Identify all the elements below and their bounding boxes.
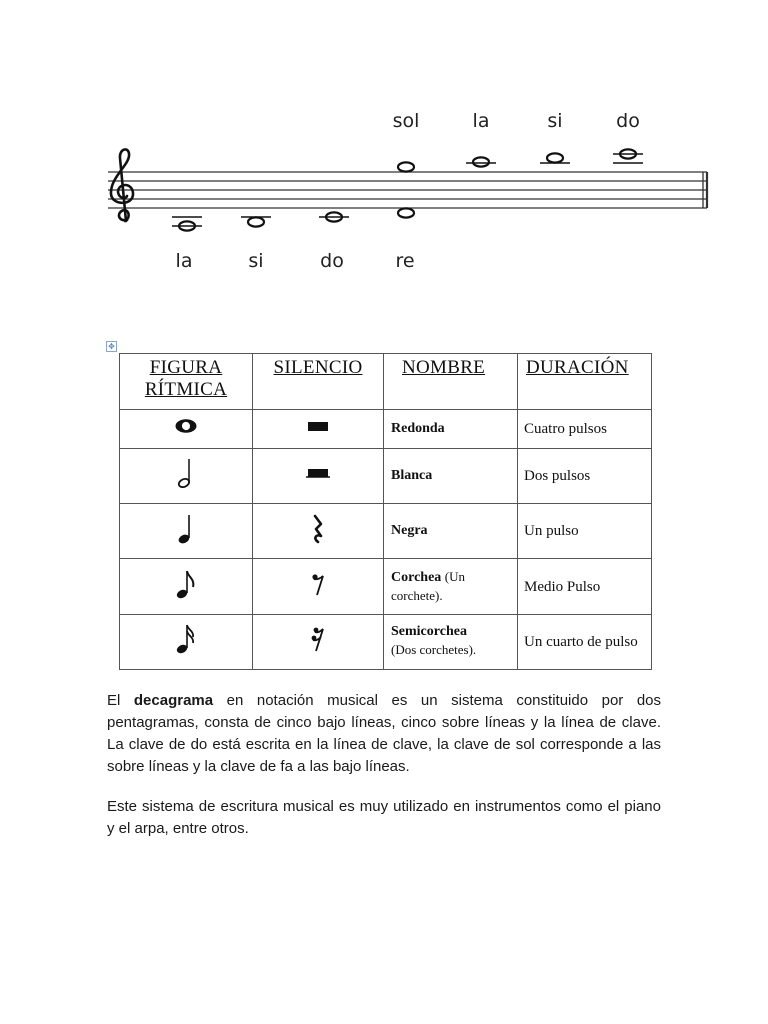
figure-note: (Dos corchetes). [391,642,477,658]
rhythm-figures-table [119,353,652,670]
name-cell [384,410,518,449]
rest-cell [253,614,384,669]
figure-note: (Un corchete). [391,568,466,603]
figure-name: Semicorchea [391,624,467,640]
paragraph-decagrama [107,690,661,778]
whole-note-icon [547,153,563,162]
staff-label-bottom: re [395,250,415,272]
whole-rest-icon [306,419,330,433]
name-cell [384,448,518,503]
name-cell [384,504,518,559]
staff-figure [100,100,720,290]
rest-cell [253,559,384,614]
header-duracion: DURACIÓN [518,354,652,410]
rest-cell [253,410,384,449]
table-move-handle[interactable]: ✥ [106,341,117,352]
half-rest-icon [306,466,330,480]
rest-cell [253,504,384,559]
header-nombre: NOMBRE [384,354,518,410]
staff-label-bottom: do [320,250,344,272]
staff-label-top: sol [392,110,420,132]
whole-note-icon [473,157,489,166]
figure-cell [120,504,253,559]
name-cell [384,559,518,614]
sixteenth-note-icon [175,622,197,656]
header-figura-line1: FIGURA [149,357,223,378]
duration-cell: Un cuarto de pulso [518,614,652,669]
ledger-notes-lower [172,208,414,230]
figure-name: Corchea [391,569,442,585]
figure-cell [120,614,253,669]
staff-label-top: la [472,110,490,132]
quarter-note-icon [176,512,196,546]
half-note-icon [176,456,196,490]
name-cell [384,614,518,669]
table-row [120,559,652,614]
figure-cell [120,410,253,449]
ledger-notes-upper [398,149,643,171]
header-silencio: SILENCIO [253,354,384,410]
eighth-rest-icon [310,571,326,597]
paragraph-pre: El [107,692,134,709]
whole-note-icon [398,162,414,171]
figure-cell [120,448,253,503]
table-row [120,410,652,449]
paragraph-body: en notación musical es un sistema constituido por dos pentagramas, consta de cinco bajo líneas, cinco sobre líneas y la línea de clave. La clave de do está escrita en la línea de clave, la clave de sol corresponde a las sobre líneas y la clave de fa a las bajo líneas. [107,692,662,775]
duration-cell: Un pulso [518,504,652,559]
table-row [120,448,652,503]
term-decagrama: decagrama [133,692,214,709]
duration-cell: Medio Pulso [518,559,652,614]
figure-name: Blanca [391,467,433,483]
whole-note-icon [248,217,264,226]
staff-label-bottom: si [248,250,264,272]
figure-name: Negra [391,523,428,539]
whole-note-icon [398,208,414,217]
paragraph-usage: Este sistema de escritura musical es muy utilizado en instrumentos como el piano y el arpa, entre otros. [107,798,661,837]
figure-name: Redonda [391,420,445,436]
rest-cell [253,448,384,503]
table-header-row [120,354,652,410]
eighth-note-icon [175,567,197,601]
treble-clef-icon [111,149,133,221]
table-row [120,614,652,669]
sixteenth-rest-icon [310,624,326,654]
duration-cell: Cuatro pulsos [518,410,652,449]
staff-label-top: do [616,110,640,132]
staff-label-top: si [547,110,563,132]
whole-note-icon [171,415,201,437]
header-figura-line2: RÍTMICA [144,379,228,400]
header-figura [120,354,253,410]
duration-cell: Dos pulsos [518,448,652,503]
staff-label-bottom: la [175,250,193,272]
figure-cell [120,559,253,614]
table-row [120,504,652,559]
quarter-rest-icon [310,514,326,544]
staff-lines [108,172,707,208]
